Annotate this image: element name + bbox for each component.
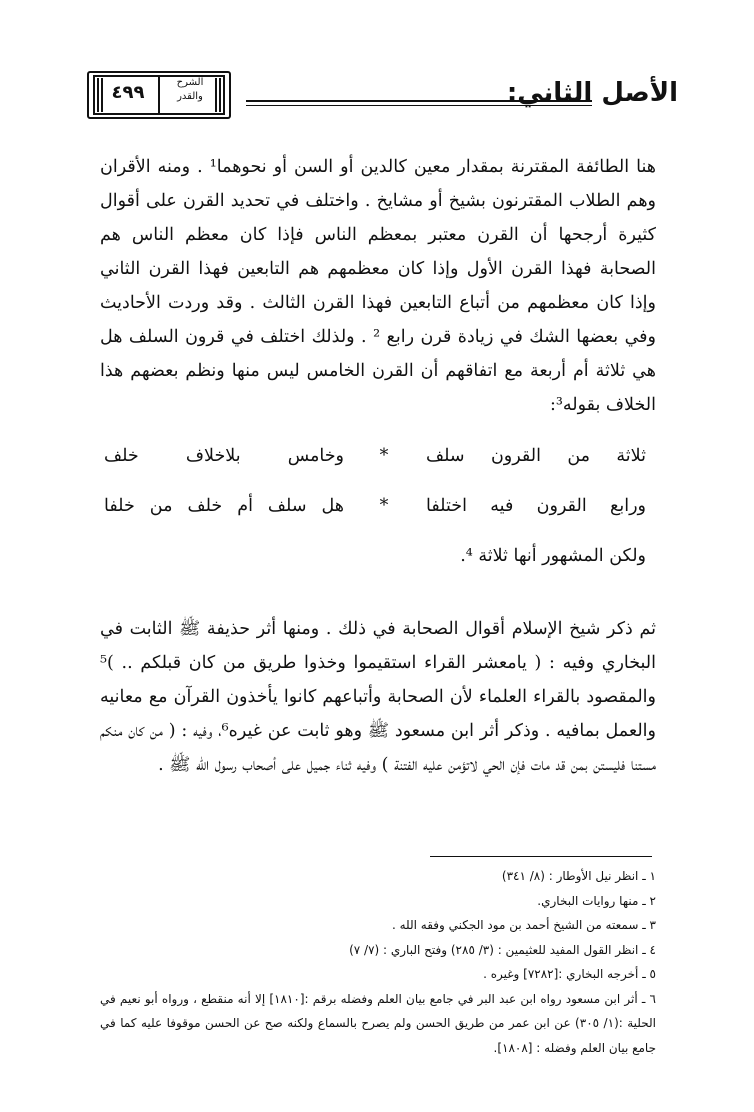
page-header — [86, 60, 686, 130]
book-title — [168, 76, 212, 104]
book-title-line1: الشرح — [176, 77, 204, 88]
footnote: ٥ ـ أخرجه البخاري :[٧٢٨٢] وغيره . — [483, 967, 656, 981]
footnote: ٤ ـ انظر القول المفيد للعثيمين : (٣/ ٢٨٥) وفتح الباري : (٧/ ٧) — [349, 942, 656, 957]
verse-separator-star: * — [379, 496, 389, 516]
footnote-separator — [430, 856, 652, 857]
footnote: ٣ ـ سمعته من الشيخ أحمد بن مود الجكني وفقه الله . — [391, 918, 656, 932]
paragraph-2: ثم ذكر شيخ الإسلام أقوال الصحابة في ذلك . ومنها أثر حذيفة ﷺ الثابت في البخاري وفيه : ( يامعشر القراء استقيموا وخذوا طريق من كان قبلكم .. )⁵ والمقصود بالقراء العلماء لأن الصحابة وأتباعهم كانوا يأخذون القرآن مع معانيه والعمل بمافيه . وذكر أثر ابن مسعود ﷺ وهو ثابت عن غيره⁶، وفيه : ( من كان منكم مستنا فليستن بمن قد مات فإن الحي لاتؤمن عليه الفتنة ) وفيه ثناء جميل على أصحاب رسول الله ﷺ . — [100, 619, 656, 775]
verse-2-second-hemistich: هل سلف أم خلف من خلفا — [104, 496, 344, 516]
verse-row-1 — [100, 446, 656, 496]
footnotes — [100, 864, 656, 1060]
verse-1-second-hemistich: وخامس بلاخلاف خلف — [104, 446, 344, 466]
footnote: ٦ ـ أثر ابن مسعود رواه ابن عبد البر في جامع بيان العلم وفضله برقم :[١٨١٠] إلا أنه منقطع ، ورواه أبو نعيم في الحلية :(١/ ٣٠٥) عن ابن عمر من طريق الحسن ولم يصرح بالسماع ولكنه صح عن الحسن موقوفا عليه كما في جامع بيان العلم وفضله : [١٨٠٨]. — [100, 991, 657, 1055]
book-title-line2: والقدر — [177, 91, 203, 102]
verse-conclusion: ولكن المشهور أنها ثلاثة ⁴. — [460, 546, 646, 566]
verse-separator-star: * — [379, 446, 389, 466]
page-number: ٤٩٩ — [111, 82, 145, 103]
verse-1-first-hemistich: ثلاثة من القرون سلف — [426, 446, 646, 466]
poem-verses — [100, 446, 656, 566]
footnote: ٢ ـ منها روايات البخاري. — [537, 893, 656, 908]
chapter-title: الأصل الثاني: — [506, 78, 678, 108]
verse-row-2 — [100, 496, 656, 546]
verse-2-first-hemistich: ورابع القرون فيه اختلفا — [426, 496, 646, 516]
footnote: ١ ـ انظر نيل الأوطار : (٨/ ٣٤١) — [501, 869, 656, 883]
paragraph-1: هنا الطائفة المقترنة بمقدار معين كالدين أو السن أو نحوهما¹ . ومنه الأقران وهم الطلاب المقترنون بشيخ أو مشايخ . واختلف في تحديد القرن على أقوال كثيرة أرجحها أن القرن معتبر بمعظم الناس فإذا كان معظم الناس هم الصحابة فهذا القرن الأول وإذا كان معظمهم هم التابعين فهذا القرن الثاني وإذا كان معظمهم من أتباع التابعين فهذا القرن الثالث . وقد وردت الأحاديث وفي بعضها الشك في زيادة قرن رابع ² . ولذلك اختلف في قرون السلف هل هي ثلاثة أم أربعة مع اتفاقهم أن القرن الخامس ليس منها ونظم بعضهم هذا الخلاف بقوله³: — [100, 157, 656, 415]
